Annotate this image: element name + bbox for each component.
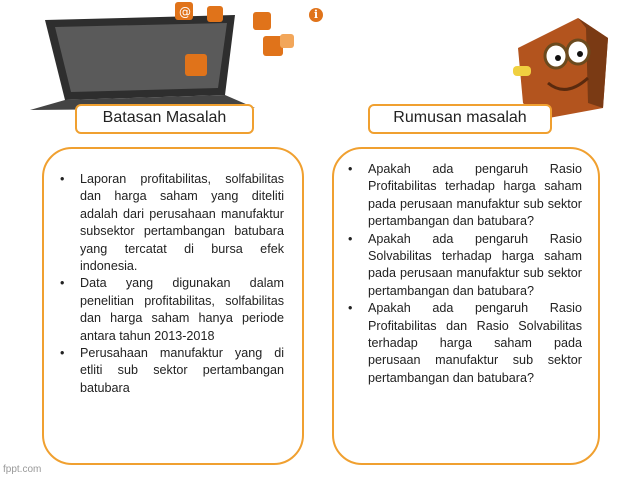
batasan-list <box>64 171 284 397</box>
laptop-illustration <box>25 0 325 110</box>
list-item: • Laporan profitabilitas, solfabilitas dan harga saham yang diteliti adalah dari perusahaan manufaktur subsektor pertambangan batubara yang tercatat di bursa efek indonesia. <box>64 171 284 275</box>
list-item: • Perusahaan manufaktur yang di etliti sub sektor pertambangan batubara <box>64 345 284 397</box>
svg-text:@: @ <box>179 5 191 19</box>
rumusan-masalah-title: Rumusan masalah <box>368 104 552 134</box>
list-item: • Apakah ada pengaruh Rasio Profitabilitas dan Rasio Solvabilitas terhadap harga saham pada perusaan manufaktur sub sektor pertambangan dan batubara? <box>352 300 582 387</box>
rumusan-masalah-panel <box>332 147 600 465</box>
batasan-masalah-title: Batasan Masalah <box>75 104 254 134</box>
list-item: • Apakah ada pengaruh Rasio Solvabilitas terhadap harga saham pada perusaan manufaktur sub sektor pertambangan dan batubara? <box>352 231 582 301</box>
list-item: • Apakah ada pengaruh Rasio Profitabilitas terhadap harga saham pada perusaan manufaktur sub sektor pertambangan dan batubara? <box>352 161 582 231</box>
rumusan-list <box>352 161 582 387</box>
watermark-text: fppt.com <box>3 464 42 475</box>
info-icon: i <box>309 8 323 22</box>
list-item: • Data yang digunakan dalam penelitian profitabilitas, solfabilitas dan harga saham hanya periode antara tahun 2013-2018 <box>64 275 284 345</box>
batasan-masalah-panel <box>42 147 304 465</box>
